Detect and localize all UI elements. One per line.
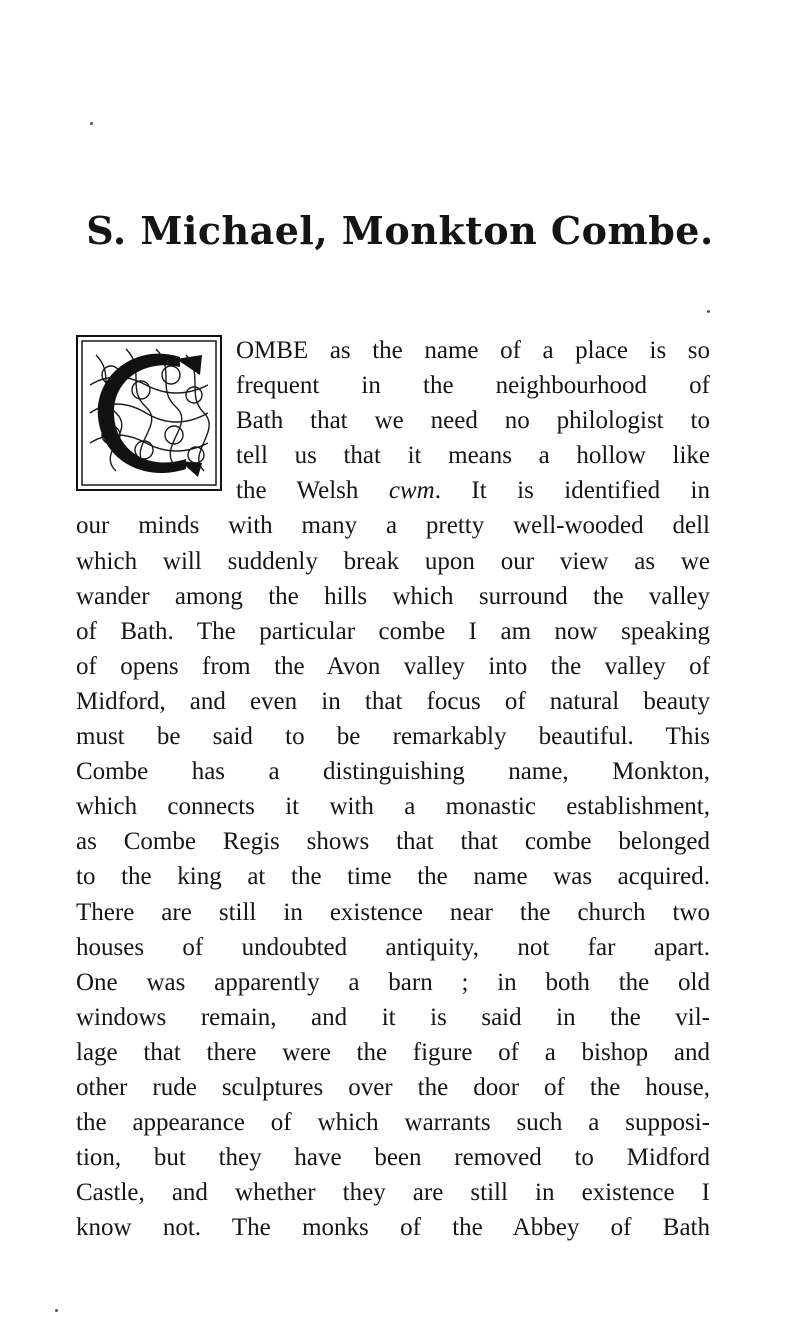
body-paragraph <box>76 333 710 1245</box>
text-line: the appearance of which warrants such a supposi- <box>76 1109 710 1137</box>
text-line: as Combe Regis shows that that combe belonged <box>76 828 710 856</box>
ornamental-initial-c-icon <box>76 335 222 491</box>
text-line: One was apparently a barn ; in both the old <box>76 968 710 996</box>
text-line: other rude sculptures over the door of the house, <box>76 1073 710 1101</box>
text-line: Castle, and whether they are still in existence I <box>76 1179 710 1207</box>
text-line: frequent in the neighbourhood of <box>236 372 710 400</box>
text-line: the Welsh cwm. It is identified in <box>236 477 710 505</box>
text-line: our minds with many a pretty well-wooded dell <box>76 512 710 540</box>
welsh-word: cwm <box>388 477 435 505</box>
text-line: tion, but they have been removed to Midford <box>76 1144 710 1172</box>
text-line: which connects it with a monastic establishment, <box>76 793 710 821</box>
text-line: windows remain, and it is said in the vil- <box>76 1003 710 1031</box>
text-line: which will suddenly break upon our view as we <box>76 547 710 575</box>
text-line: Combe has a distinguishing name, Monkton, <box>76 758 710 786</box>
text-line: Bath that we need no philologist to <box>236 407 710 435</box>
text-line: There are still in existence near the church two <box>76 898 710 926</box>
text-line: houses of undoubted antiquity, not far apart. <box>76 933 710 961</box>
print-speck <box>90 122 93 125</box>
text-line: must be said to be remarkably beautiful. This <box>76 723 710 751</box>
print-speck <box>707 310 710 313</box>
print-speck <box>55 1309 58 1312</box>
text-line: Midford, and even in that focus of natural beauty <box>76 687 710 715</box>
text-line: know not. The monks of the Abbey of Bath <box>76 1214 710 1242</box>
text-line: lage that there were the figure of a bishop and <box>76 1038 710 1066</box>
text-line: of opens from the Avon valley into the valley of <box>76 652 710 680</box>
text-line: OMBE as the name of a place is so <box>236 337 710 364</box>
text-line: wander among the hills which surround the valley <box>76 582 710 610</box>
text-line: tell us that it means a hollow like <box>236 442 710 470</box>
text-line: of Bath. The particular combe I am now speaking <box>76 617 710 645</box>
page-title: S. Michael, Monkton Combe. <box>86 208 714 253</box>
text-line: to the king at the time the name was acquired. <box>76 863 710 891</box>
